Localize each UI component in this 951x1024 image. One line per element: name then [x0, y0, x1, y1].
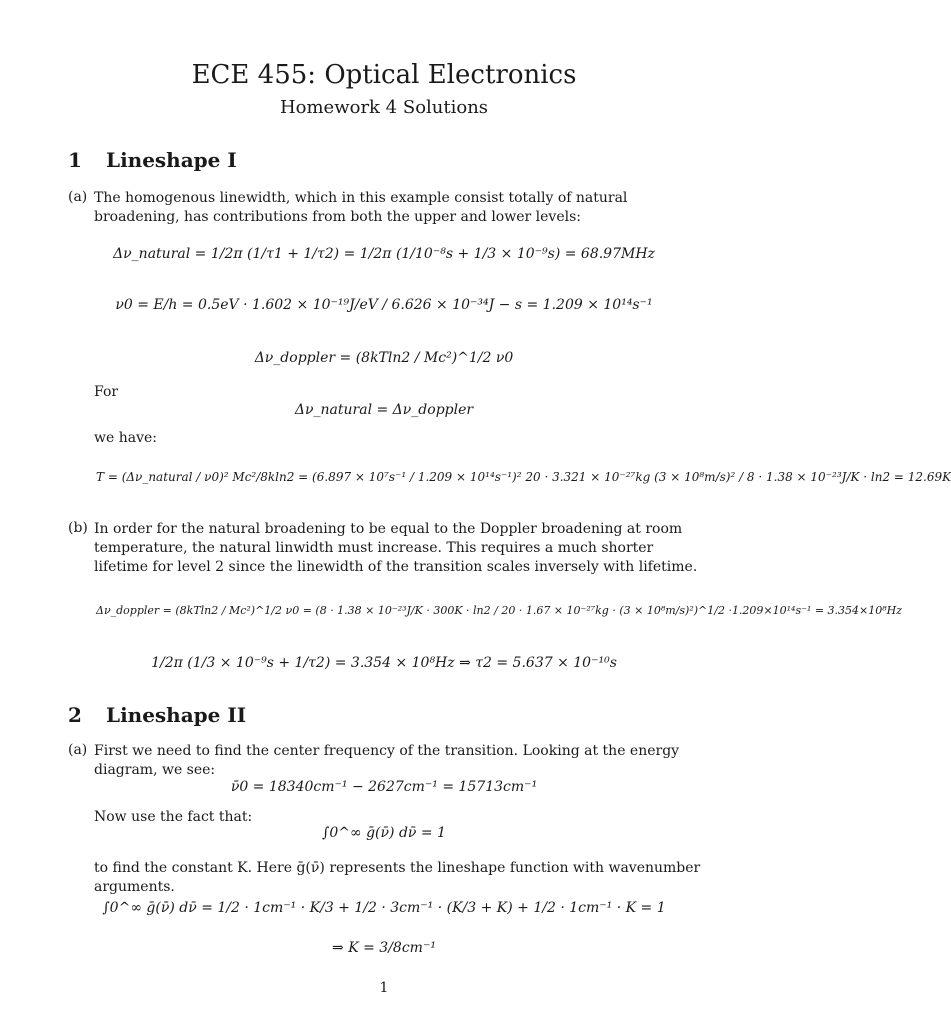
document-subtitle: Homework 4 Solutions	[279, 97, 489, 118]
section-title: Lineshape I	[106, 148, 237, 172]
paragraph: to find the constant K. Here ḡ(ν̄) represents the lineshape function with wavenumber arguments.	[94, 860, 701, 895]
equation-doppler-room-temp: Δν_doppler = (8kTln2 / Mc²)^1/2 ν0 = (8 · 1.38 × 10⁻²³J/K · 300K · ln2 / 20 · 1.67 × 10⁻²⁷kg · (3 × 10⁸m/s)²)^1/2 ·1.209×10¹⁴s⁻¹ = 3.354×10⁸Hz	[96, 604, 903, 617]
section-number: 1	[68, 148, 82, 172]
section-1-heading	[68, 148, 237, 172]
paragraph: In order for the natural broadening to be equal to the Doppler broadening at room temperature, the natural linwidth must increase. This requires a much shorter lifetime for level 2 since the linewidth of the transition scales inversely with lifetime.	[94, 521, 698, 575]
paragraph: First we need to find the center frequency of the transition. Looking at the energy diagram, we see:	[94, 743, 680, 778]
equation-center-wavenumber: ν̄0 = 18340cm⁻¹ − 2627cm⁻¹ = 15713cm⁻¹	[230, 779, 538, 795]
equation-tau2: 1/2π (1/3 × 10⁻⁹s + 1/τ2) = 3.354 × 10⁸Hz ⇒ τ2 = 5.637 × 10⁻¹⁰s	[151, 655, 617, 671]
equation-equality: Δν_natural = Δν_doppler	[294, 402, 474, 418]
section-title: Lineshape II	[106, 703, 247, 727]
equation-K-result: ⇒ K = 3/8cm⁻¹	[332, 940, 436, 956]
equation-center-frequency: ν0 = E/h = 0.5eV · 1.602 × 10⁻¹⁹J/eV / 6.626 × 10⁻³⁴J − s = 1.209 × 10¹⁴s⁻¹	[115, 297, 653, 313]
equation-integral: ∫0^∞ ḡ(ν̄) dν̄ = 1/2 · 1cm⁻¹ · K/3 + 1/2 · 3cm⁻¹ · (K/3 + K) + 1/2 · 1cm⁻¹ · K = 1	[102, 900, 666, 916]
equation-doppler-width: Δν_doppler = (8kTln2 / Mc²)^1/2 ν0	[254, 350, 514, 366]
equation-natural-linewidth: Δν_natural = 1/2π (1/τ1 + 1/τ2) = 1/2π (1/10⁻⁸s + 1/3 × 10⁻⁹s) = 68.97MHz	[113, 246, 655, 262]
paragraph: The homogenous linewidth, which in this example consist totally of natural broadening, has contributions from both the upper and lower levels:	[94, 190, 628, 225]
equation-temperature: T = (Δν_natural / ν0)² Mc²/8kln2 = (6.897 × 10⁷s⁻¹ / 1.209 × 10¹⁴s⁻¹)² 20 · 3.321 × 10⁻²⁷kg (3 × 10⁸m/s)² / 8 · 1.38 × 10⁻²³J/K · ln2 = 12.69K	[96, 470, 951, 484]
equation-normalization: ∫0^∞ ḡ(ν̄) dν̄ = 1	[322, 825, 446, 841]
page-number: 1	[379, 980, 389, 996]
part-label: (b)	[68, 520, 88, 536]
paragraph: For	[94, 384, 119, 400]
part-label: (a)	[68, 742, 88, 758]
document-title: ECE 455: Optical Electronics	[191, 60, 577, 90]
paragraph: Now use the fact that:	[94, 809, 253, 825]
section-2-heading	[68, 703, 246, 727]
section-number: 2	[68, 703, 82, 727]
part-label: (a)	[68, 189, 88, 205]
paragraph: we have:	[94, 430, 157, 446]
